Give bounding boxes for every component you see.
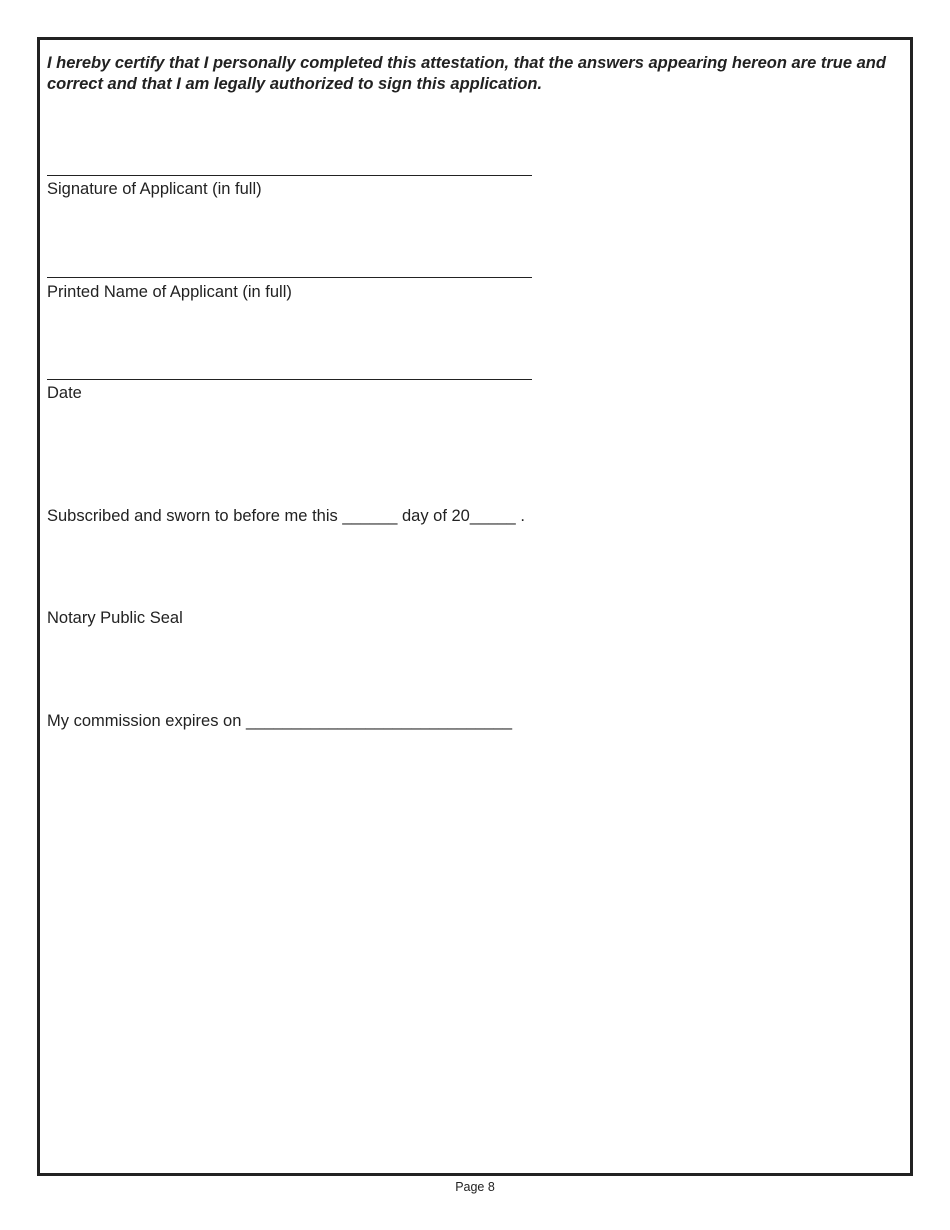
date-line[interactable] xyxy=(47,379,532,380)
page-number: Page 8 xyxy=(455,1180,495,1194)
notary-seal-label: Notary Public Seal xyxy=(47,609,183,627)
subscribed-sworn-statement: Subscribed and sworn to before me this ______ day of 20_____ . xyxy=(47,507,525,525)
date-label: Date xyxy=(47,384,82,402)
commission-expiry-statement: My commission expires on _____________________________ xyxy=(47,712,513,730)
certification-statement: I hereby certify that I personally completed this attestation, that the answers appearing hereon are true and correct and that I am legally authorized to sign this application. xyxy=(47,54,886,93)
form-border xyxy=(37,37,913,1176)
printed-name-line[interactable] xyxy=(47,277,532,278)
signature-line[interactable] xyxy=(47,175,532,176)
printed-name-label: Printed Name of Applicant (in full) xyxy=(47,283,292,301)
signature-label: Signature of Applicant (in full) xyxy=(47,180,262,198)
